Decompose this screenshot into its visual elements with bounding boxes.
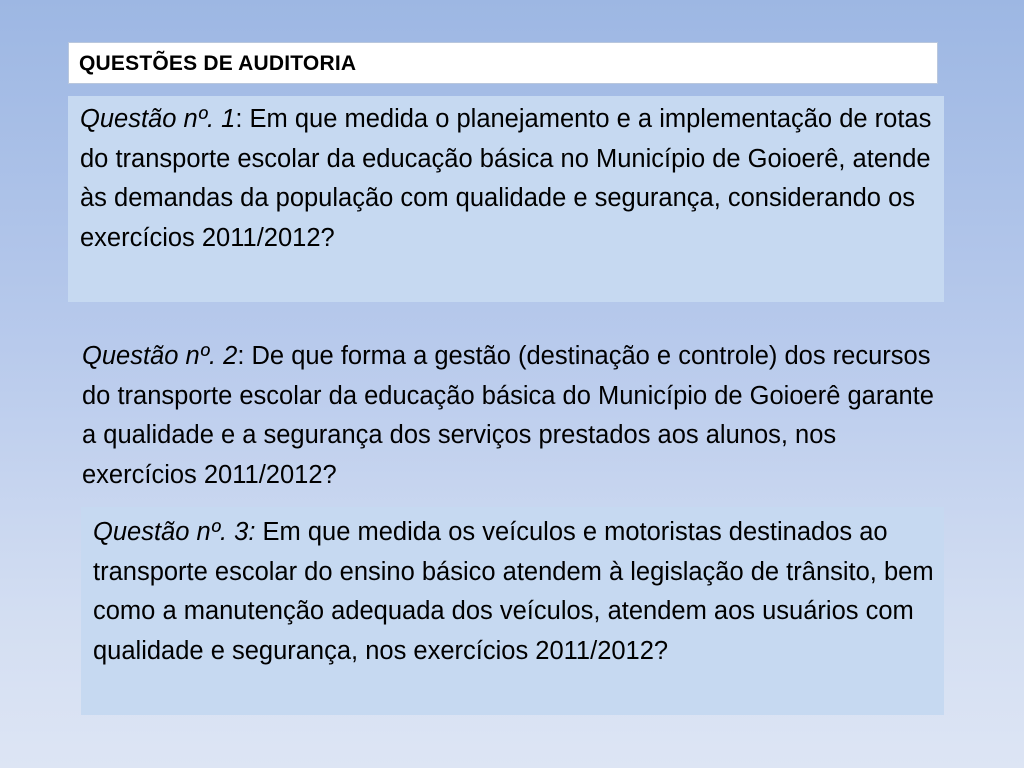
question-1-text: Em que medida o planejamento e a implementação de rotas do transporte escolar da educação básica no Município de Goioerê, atende às demandas da população com qualidade e segurança, considerando os exercícios 2011/2012? xyxy=(80,105,932,252)
question-2-text: De que forma a gestão (destinação e controle) dos recursos do transporte escolar da educação básica do Município de Goioerê garante a qualidade e a segurança dos serviços prestados aos alunos, nos exercícios 2011/2012? xyxy=(82,342,934,489)
question-3-separator xyxy=(255,518,262,546)
title-bar xyxy=(68,42,938,84)
question-3-text: Em que medida os veículos e motoristas destinados ao transporte escolar do ensino básico atendem à legislação de trânsito, bem como a manutenção adequada dos veículos, atendem aos usuários com qualidade e segurança, nos exercícios 2011/2012? xyxy=(93,518,934,665)
question-1-label: Questão nº. 1 xyxy=(80,105,236,133)
slide-title: QUESTÕES DE AUDITORIA xyxy=(79,52,357,75)
question-1-box xyxy=(68,96,944,302)
question-3-box xyxy=(81,507,944,715)
question-2-box xyxy=(70,333,946,493)
question-1-separator: : xyxy=(235,105,250,133)
question-2-separator: : xyxy=(237,342,252,370)
question-3-label: Questão nº. 3: xyxy=(93,518,256,546)
question-2-label: Questão nº. 2 xyxy=(82,342,238,370)
